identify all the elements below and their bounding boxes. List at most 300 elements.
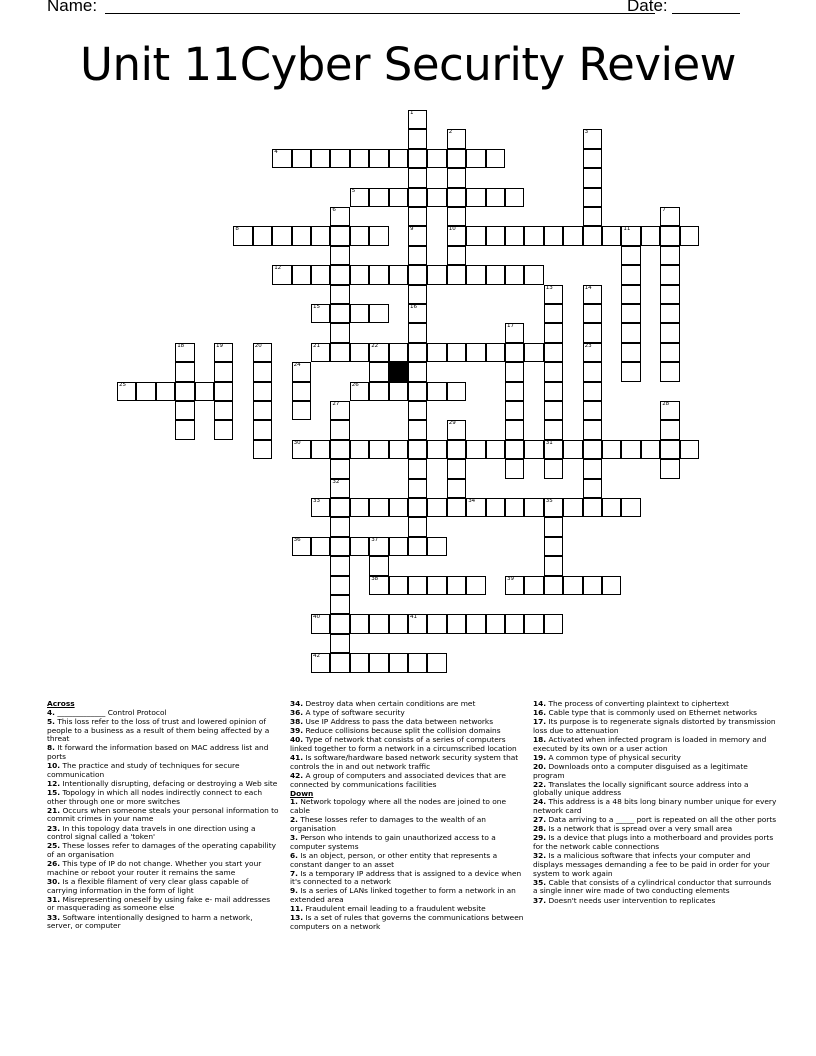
crossword-cell[interactable] <box>408 498 427 517</box>
crossword-cell[interactable] <box>524 265 543 284</box>
clue-text: A common type of physical security <box>548 752 681 762</box>
crossword-cell[interactable] <box>505 614 524 633</box>
crossword-cell[interactable] <box>466 343 485 362</box>
crossword-cell[interactable] <box>369 382 388 401</box>
crossword-cell[interactable] <box>680 440 699 459</box>
crossword-cell[interactable] <box>408 304 427 323</box>
crossword-cell[interactable] <box>447 459 466 478</box>
crossword-cell[interactable] <box>408 226 427 245</box>
crossword-cell[interactable] <box>369 188 388 207</box>
crossword-cell[interactable] <box>680 226 699 245</box>
crossword-cell[interactable] <box>583 498 602 517</box>
crossword-cell[interactable] <box>408 129 427 148</box>
crossword-cell[interactable] <box>408 653 427 672</box>
crossword-cell[interactable] <box>660 304 679 323</box>
crossword-cell[interactable] <box>369 362 388 381</box>
crossword-cell[interactable] <box>408 323 427 342</box>
clue-number: 19 <box>216 342 223 349</box>
crossword-cell[interactable] <box>544 304 563 323</box>
crossword-cell[interactable] <box>641 226 660 245</box>
crossword-cell[interactable] <box>621 285 640 304</box>
clue-number: 23 <box>584 342 592 349</box>
crossword-cell[interactable] <box>389 653 408 672</box>
crossword-cell[interactable] <box>544 556 563 575</box>
clue-number: 24. <box>533 797 547 807</box>
crossword-cell[interactable] <box>408 246 427 265</box>
crossword-cell[interactable] <box>350 188 369 207</box>
crossword-cell[interactable] <box>544 498 563 517</box>
crossword-cell[interactable] <box>408 517 427 536</box>
crossword-cell[interactable] <box>272 149 291 168</box>
crossword-cell[interactable] <box>505 420 524 439</box>
crossword-cell[interactable] <box>330 265 349 284</box>
crossword-cell[interactable] <box>505 440 524 459</box>
crossword-cell[interactable] <box>408 188 427 207</box>
crossword-cell[interactable] <box>350 614 369 633</box>
crossword-cell[interactable] <box>350 343 369 362</box>
crossword-cell[interactable] <box>660 285 679 304</box>
crossword-cell[interactable] <box>214 343 233 362</box>
crossword-cell[interactable] <box>505 362 524 381</box>
crossword-cell[interactable] <box>466 614 485 633</box>
crossword-cell[interactable] <box>447 226 466 245</box>
crossword-cell[interactable] <box>350 382 369 401</box>
crossword-cell[interactable] <box>408 401 427 420</box>
crossword-cell[interactable] <box>447 129 466 148</box>
crossword-cell[interactable] <box>311 537 330 556</box>
crossword-cell[interactable] <box>369 614 388 633</box>
crossword-cell[interactable] <box>583 440 602 459</box>
crossword-cell[interactable] <box>330 420 349 439</box>
crossword-cell[interactable] <box>621 246 640 265</box>
crossword-cell[interactable] <box>660 440 679 459</box>
crossword-cell[interactable] <box>583 576 602 595</box>
clue-number: 17 <box>507 323 514 330</box>
clue-number: 41 <box>410 614 417 621</box>
crossword-cell[interactable] <box>427 498 446 517</box>
crossword-cell[interactable] <box>408 149 427 168</box>
crossword-cell[interactable] <box>175 362 194 381</box>
crossword-cell[interactable] <box>311 304 330 323</box>
crossword-cell[interactable] <box>427 576 446 595</box>
crossword-cell[interactable] <box>175 420 194 439</box>
crossword-cell[interactable] <box>621 265 640 284</box>
crossword-cell[interactable] <box>583 129 602 148</box>
crossword-cell[interactable] <box>233 226 252 245</box>
crossword-cell[interactable] <box>389 188 408 207</box>
crossword-cell[interactable] <box>369 226 388 245</box>
crossword-cell[interactable] <box>466 226 485 245</box>
crossword-cell[interactable] <box>214 420 233 439</box>
crossword-cell[interactable] <box>350 653 369 672</box>
crossword-cell[interactable] <box>660 226 679 245</box>
crossword-cell[interactable] <box>447 440 466 459</box>
crossword-cell[interactable] <box>369 498 388 517</box>
crossword-cell[interactable] <box>389 576 408 595</box>
crossword-cell[interactable] <box>330 479 349 498</box>
crossword-cell[interactable] <box>621 343 640 362</box>
crossword-cell[interactable] <box>330 226 349 245</box>
crossword-cell[interactable] <box>253 420 272 439</box>
crossword-cell[interactable] <box>369 537 388 556</box>
crossword-cell[interactable] <box>621 498 640 517</box>
crossword-cell[interactable] <box>214 362 233 381</box>
crossword-cell[interactable] <box>544 440 563 459</box>
crossword-cell[interactable] <box>505 265 524 284</box>
crossword-cell[interactable] <box>195 382 214 401</box>
clue-text: Its purpose is to regenerate signals distorted by transmission loss due to attenuation <box>533 717 776 735</box>
crossword-cell[interactable] <box>466 498 485 517</box>
clue-number: 11. <box>290 904 304 914</box>
crossword-cell[interactable] <box>311 265 330 284</box>
crossword-cell[interactable] <box>292 401 311 420</box>
crossword-cell[interactable] <box>330 576 349 595</box>
crossword-cell[interactable] <box>621 304 640 323</box>
crossword-cell[interactable] <box>292 382 311 401</box>
crossword-cell[interactable] <box>408 576 427 595</box>
crossword-cell[interactable] <box>447 265 466 284</box>
crossword-cell[interactable] <box>583 207 602 226</box>
crossword-cell[interactable] <box>330 634 349 653</box>
crossword-cell[interactable] <box>369 304 388 323</box>
crossword-cell[interactable] <box>544 614 563 633</box>
crossword-cell[interactable] <box>583 304 602 323</box>
crossword-cell[interactable] <box>408 440 427 459</box>
crossword-cell[interactable] <box>369 440 388 459</box>
crossword-cell[interactable] <box>583 188 602 207</box>
crossword-cell[interactable] <box>466 265 485 284</box>
crossword-cell[interactable] <box>311 653 330 672</box>
clue-number: 30. <box>47 876 61 886</box>
crossword-cell[interactable] <box>214 401 233 420</box>
crossword-cell[interactable] <box>486 343 505 362</box>
crossword-cell[interactable] <box>253 382 272 401</box>
crossword-cell[interactable] <box>660 401 679 420</box>
clue-number: 20 <box>254 342 262 349</box>
crossword-cell[interactable] <box>524 498 543 517</box>
crossword-cell[interactable] <box>583 285 602 304</box>
crossword-cell[interactable] <box>369 149 388 168</box>
crossword-cell[interactable] <box>447 246 466 265</box>
crossword-cell[interactable] <box>583 479 602 498</box>
crossword-cell[interactable] <box>330 498 349 517</box>
down-clue <box>533 879 777 896</box>
crossword-cell[interactable] <box>272 265 291 284</box>
crossword-cell[interactable] <box>544 459 563 478</box>
crossword-cell[interactable] <box>544 285 563 304</box>
crossword-cell[interactable] <box>621 440 640 459</box>
crossword-cell[interactable] <box>253 440 272 459</box>
crossword-cell[interactable] <box>466 440 485 459</box>
crossword-cell[interactable] <box>602 576 621 595</box>
crossword-cell[interactable] <box>350 304 369 323</box>
crossword-cell[interactable] <box>253 226 272 245</box>
crossword-cell[interactable] <box>583 382 602 401</box>
clue-text: Is a series of LANs linked together to form a network in an extended area <box>290 886 516 905</box>
across-clue <box>47 825 279 842</box>
crossword-cell[interactable] <box>292 440 311 459</box>
crossword-cell[interactable] <box>544 517 563 536</box>
clue-number: 8 <box>235 226 239 233</box>
clues <box>47 700 777 960</box>
clue-text: Translates the locally significant source address into a globally unique address <box>533 779 749 798</box>
crossword-cell[interactable] <box>117 382 136 401</box>
crossword-cell[interactable] <box>408 265 427 284</box>
crossword-cell[interactable] <box>602 226 621 245</box>
crossword-cell[interactable] <box>408 614 427 633</box>
crossword-cell[interactable] <box>447 207 466 226</box>
clue-number: 32. <box>533 851 547 861</box>
crossword-cell[interactable] <box>447 576 466 595</box>
crossword-cell[interactable] <box>350 149 369 168</box>
crossword-cell[interactable] <box>602 440 621 459</box>
crossword-cell[interactable] <box>175 382 194 401</box>
crossword-cell[interactable] <box>563 440 582 459</box>
clue-number: 6 <box>332 207 336 213</box>
crossword-cell[interactable] <box>524 440 543 459</box>
crossword-cell[interactable] <box>524 576 543 595</box>
crossword-cell[interactable] <box>369 653 388 672</box>
clue-text: Data arriving to a _____ port is repeated on all the other ports <box>548 815 777 825</box>
crossword-cell[interactable] <box>583 459 602 478</box>
crossword-cell[interactable] <box>583 168 602 187</box>
crossword-cell[interactable] <box>175 401 194 420</box>
crossword-cell[interactable] <box>253 362 272 381</box>
crossword-cell[interactable] <box>311 226 330 245</box>
crossword-cell[interactable] <box>427 614 446 633</box>
clue-text: Fraudulent email leading to a fraudulent website <box>305 904 486 914</box>
crossword-cell[interactable] <box>136 382 155 401</box>
crossword-cell[interactable] <box>408 382 427 401</box>
crossword-cell[interactable] <box>544 362 563 381</box>
crossword-cell[interactable] <box>544 401 563 420</box>
crossword-cell[interactable] <box>447 498 466 517</box>
crossword-cell[interactable] <box>350 226 369 245</box>
crossword-cell[interactable] <box>389 498 408 517</box>
clue-number: 32 <box>332 478 340 485</box>
crossword-cell[interactable] <box>408 207 427 226</box>
crossword-cell[interactable] <box>660 246 679 265</box>
crossword-cell[interactable] <box>389 343 408 362</box>
crossword-cell[interactable] <box>524 343 543 362</box>
crossword-cell[interactable] <box>214 382 233 401</box>
crossword-cell[interactable] <box>330 653 349 672</box>
crossword-cell[interactable] <box>544 537 563 556</box>
crossword-cell[interactable] <box>311 149 330 168</box>
crossword-cell[interactable] <box>330 595 349 614</box>
crossword-cell[interactable] <box>447 420 466 439</box>
crossword-cell[interactable] <box>660 343 679 362</box>
crossword-cell[interactable] <box>330 343 349 362</box>
clue-number: 4. <box>47 707 55 717</box>
crossword-cell[interactable] <box>311 498 330 517</box>
crossword-cell[interactable] <box>583 401 602 420</box>
crossword-cell[interactable] <box>563 576 582 595</box>
crossword-cell[interactable] <box>563 226 582 245</box>
crossword-cell[interactable] <box>505 382 524 401</box>
crossword-cell[interactable] <box>486 226 505 245</box>
crossword-cell[interactable] <box>447 168 466 187</box>
crossword-cell[interactable] <box>330 207 349 226</box>
crossword-cell[interactable] <box>447 382 466 401</box>
crossword-cell[interactable] <box>389 614 408 633</box>
crossword-cell[interactable] <box>408 479 427 498</box>
crossword-cell[interactable] <box>330 556 349 575</box>
crossword-cell[interactable] <box>272 226 291 245</box>
crossword-cell[interactable] <box>311 614 330 633</box>
crossword-cell[interactable] <box>486 265 505 284</box>
crossword-cell[interactable] <box>330 537 349 556</box>
crossword-cell[interactable] <box>389 440 408 459</box>
crossword-cell[interactable] <box>544 226 563 245</box>
crossword-cell[interactable] <box>505 401 524 420</box>
crossword-cell[interactable] <box>330 401 349 420</box>
crossword-cell[interactable] <box>253 343 272 362</box>
crossword-cell[interactable] <box>427 440 446 459</box>
crossword-cell[interactable] <box>447 479 466 498</box>
crossword-cell[interactable] <box>544 343 563 362</box>
crossword-cell[interactable] <box>427 265 446 284</box>
crossword-cell[interactable] <box>408 537 427 556</box>
crossword-cell[interactable] <box>292 226 311 245</box>
crossword-cell[interactable] <box>330 614 349 633</box>
crossword-cell[interactable] <box>583 420 602 439</box>
crossword-cell[interactable] <box>505 576 524 595</box>
crossword-cell[interactable] <box>330 323 349 342</box>
crossword-cell[interactable] <box>466 576 485 595</box>
crossword-cell[interactable] <box>660 323 679 342</box>
crossword-cell[interactable] <box>408 343 427 362</box>
crossword-cell[interactable] <box>524 614 543 633</box>
crossword-cell[interactable] <box>350 498 369 517</box>
down-clue <box>533 736 777 753</box>
crossword-cell[interactable] <box>369 556 388 575</box>
crossword-cell[interactable] <box>602 498 621 517</box>
crossword-cell[interactable] <box>583 343 602 362</box>
crossword-cell[interactable] <box>544 420 563 439</box>
crossword-cell[interactable] <box>524 226 543 245</box>
crossword-cell[interactable] <box>621 323 640 342</box>
crossword-cell[interactable] <box>427 653 446 672</box>
crossword-cell[interactable] <box>253 401 272 420</box>
crossword-cell[interactable] <box>427 382 446 401</box>
crossword-cell[interactable] <box>292 265 311 284</box>
crossword-cell[interactable] <box>350 265 369 284</box>
crossword-cell[interactable] <box>292 537 311 556</box>
crossword-cell[interactable] <box>660 362 679 381</box>
crossword-cell[interactable] <box>350 537 369 556</box>
crossword-cell[interactable] <box>330 285 349 304</box>
crossword-cell[interactable] <box>330 304 349 323</box>
crossword-cell[interactable] <box>408 362 427 381</box>
clue-text: _____________ Control Protocol <box>57 707 167 717</box>
clue-number: 28. <box>533 824 547 834</box>
crossword-cell[interactable] <box>505 323 524 342</box>
crossword-cell[interactable] <box>466 149 485 168</box>
crossword-cell[interactable] <box>389 382 408 401</box>
crossword-cell[interactable] <box>330 246 349 265</box>
crossword-cell[interactable] <box>505 498 524 517</box>
crossword-cell[interactable] <box>621 362 640 381</box>
crossword-cell[interactable] <box>311 343 330 362</box>
crossword-cell[interactable] <box>660 459 679 478</box>
crossword-cell[interactable] <box>156 382 175 401</box>
crossword-cell[interactable] <box>389 265 408 284</box>
crossword-cell[interactable] <box>292 149 311 168</box>
crossword-cell[interactable] <box>427 188 446 207</box>
clue-number: 7. <box>290 868 298 878</box>
crossword-cell[interactable] <box>486 498 505 517</box>
crossword-cell[interactable] <box>408 459 427 478</box>
crossword-cell[interactable] <box>292 362 311 381</box>
crossword-cell[interactable] <box>408 110 427 129</box>
crossword-cell[interactable] <box>408 420 427 439</box>
crossword-cell[interactable] <box>330 517 349 536</box>
crossword-cell[interactable] <box>330 459 349 478</box>
crossword-cell[interactable] <box>447 188 466 207</box>
crossword-cell[interactable] <box>389 149 408 168</box>
crossword-cell[interactable] <box>563 498 582 517</box>
crossword-cell[interactable] <box>505 343 524 362</box>
clue-number: 1 <box>410 110 414 116</box>
crossword-cell[interactable] <box>583 149 602 168</box>
crossword-cell[interactable] <box>505 226 524 245</box>
crossword-cell[interactable] <box>175 343 194 362</box>
crossword-cell[interactable] <box>369 265 388 284</box>
clue-number: 8. <box>47 743 55 753</box>
crossword-cell[interactable] <box>330 149 349 168</box>
crossword-cell[interactable] <box>583 362 602 381</box>
crossword-cell[interactable] <box>660 207 679 226</box>
crossword-cell[interactable] <box>447 614 466 633</box>
crossword-cell[interactable] <box>660 265 679 284</box>
crossword-cell[interactable] <box>427 537 446 556</box>
crossword-cell[interactable] <box>408 285 427 304</box>
clue-number: 36 <box>293 536 301 543</box>
crossword-cell[interactable] <box>544 323 563 342</box>
crossword-cell[interactable] <box>408 168 427 187</box>
crossword-cell[interactable] <box>583 226 602 245</box>
down-clue <box>533 718 777 735</box>
crossword-cell[interactable] <box>486 149 505 168</box>
crossword-cell[interactable] <box>427 149 446 168</box>
crossword-cell[interactable] <box>544 382 563 401</box>
crossword-cell[interactable] <box>427 343 446 362</box>
crossword-cell[interactable] <box>660 420 679 439</box>
crossword-cell[interactable] <box>505 459 524 478</box>
crossword-cell[interactable] <box>447 343 466 362</box>
crossword-cell[interactable] <box>369 576 388 595</box>
crossword-cell[interactable] <box>350 440 369 459</box>
across-clue <box>290 736 524 753</box>
crossword-cell[interactable] <box>486 614 505 633</box>
crossword-cell[interactable] <box>447 149 466 168</box>
crossword-cell[interactable] <box>369 343 388 362</box>
clue-number: 31 <box>545 439 553 446</box>
crossword-cell[interactable] <box>486 440 505 459</box>
crossword-cell[interactable] <box>466 188 485 207</box>
crossword-cell[interactable] <box>311 440 330 459</box>
crossword-cell[interactable] <box>641 440 660 459</box>
crossword-cell[interactable] <box>583 323 602 342</box>
clue-text: Cable type that is commonly used on Ethernet networks <box>548 708 757 718</box>
crossword-cell[interactable] <box>486 188 505 207</box>
crossword-cell[interactable] <box>330 440 349 459</box>
crossword-cell[interactable] <box>389 537 408 556</box>
crossword-cell[interactable] <box>544 576 563 595</box>
crossword-cell[interactable] <box>505 188 524 207</box>
crossword-cell[interactable] <box>621 226 640 245</box>
